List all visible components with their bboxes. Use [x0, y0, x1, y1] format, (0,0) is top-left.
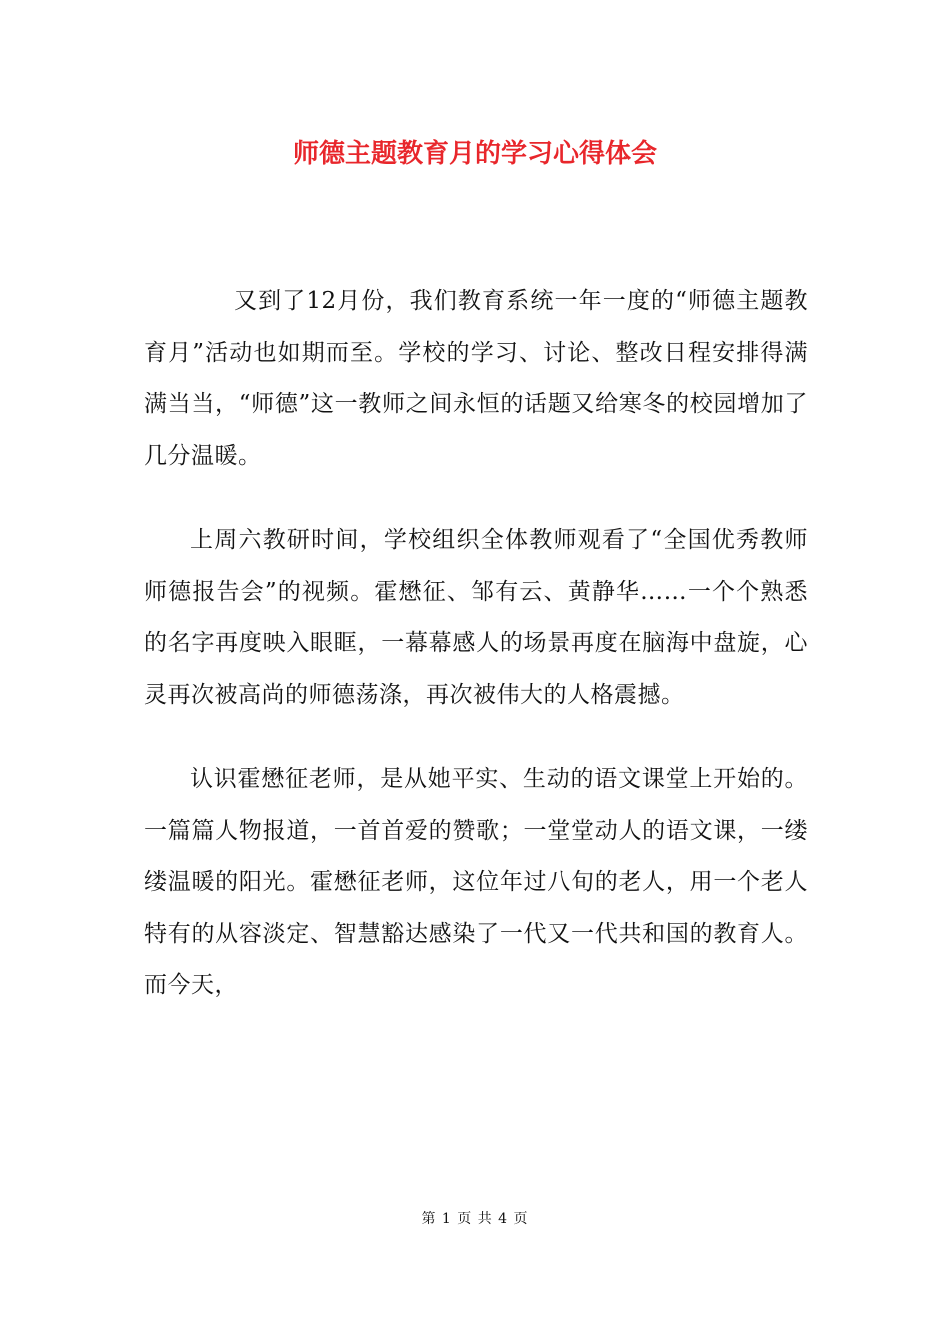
- paragraph-3: 认识霍懋征老师，是从她平实、生动的语文课堂上开始的。一篇篇人物报道，一首首爱的赞歌；一堂堂动人的语文课，一缕缕温暖的阳光。霍懋征老师，这位年过八旬的老人，用一个老人特有的从容淡定、智慧豁达感染了一代又一代共和国的教育人。而今天，: [144, 766, 808, 998]
- document-body: [144, 276, 808, 1012]
- paragraph-2: 上周六教研时间，学校组织全体教师观看了“全国优秀教师师德报告会”的视频。霍懋征、邹有云、黄静华……一个个熟悉的名字再度映入眼眶，一幕幕感人的场景再度在脑海中盘旋，心灵再次被高尚的师德荡涤，再次被伟大的人格震撼。: [144, 527, 808, 708]
- document-title: 师德主题教育月的学习心得体会: [292, 139, 657, 169]
- paragraph-1: 又到了12月份，我们教育系统一年一度的“师德主题教育月”活动也如期而至。学校的学习、讨论、整改日程安排得满满当当，“师德”这一教师之间永恒的话题又给寒冬的校园增加了几分温暖。: [144, 288, 808, 469]
- page-number: 第 1 页 共 4 页: [421, 1211, 529, 1227]
